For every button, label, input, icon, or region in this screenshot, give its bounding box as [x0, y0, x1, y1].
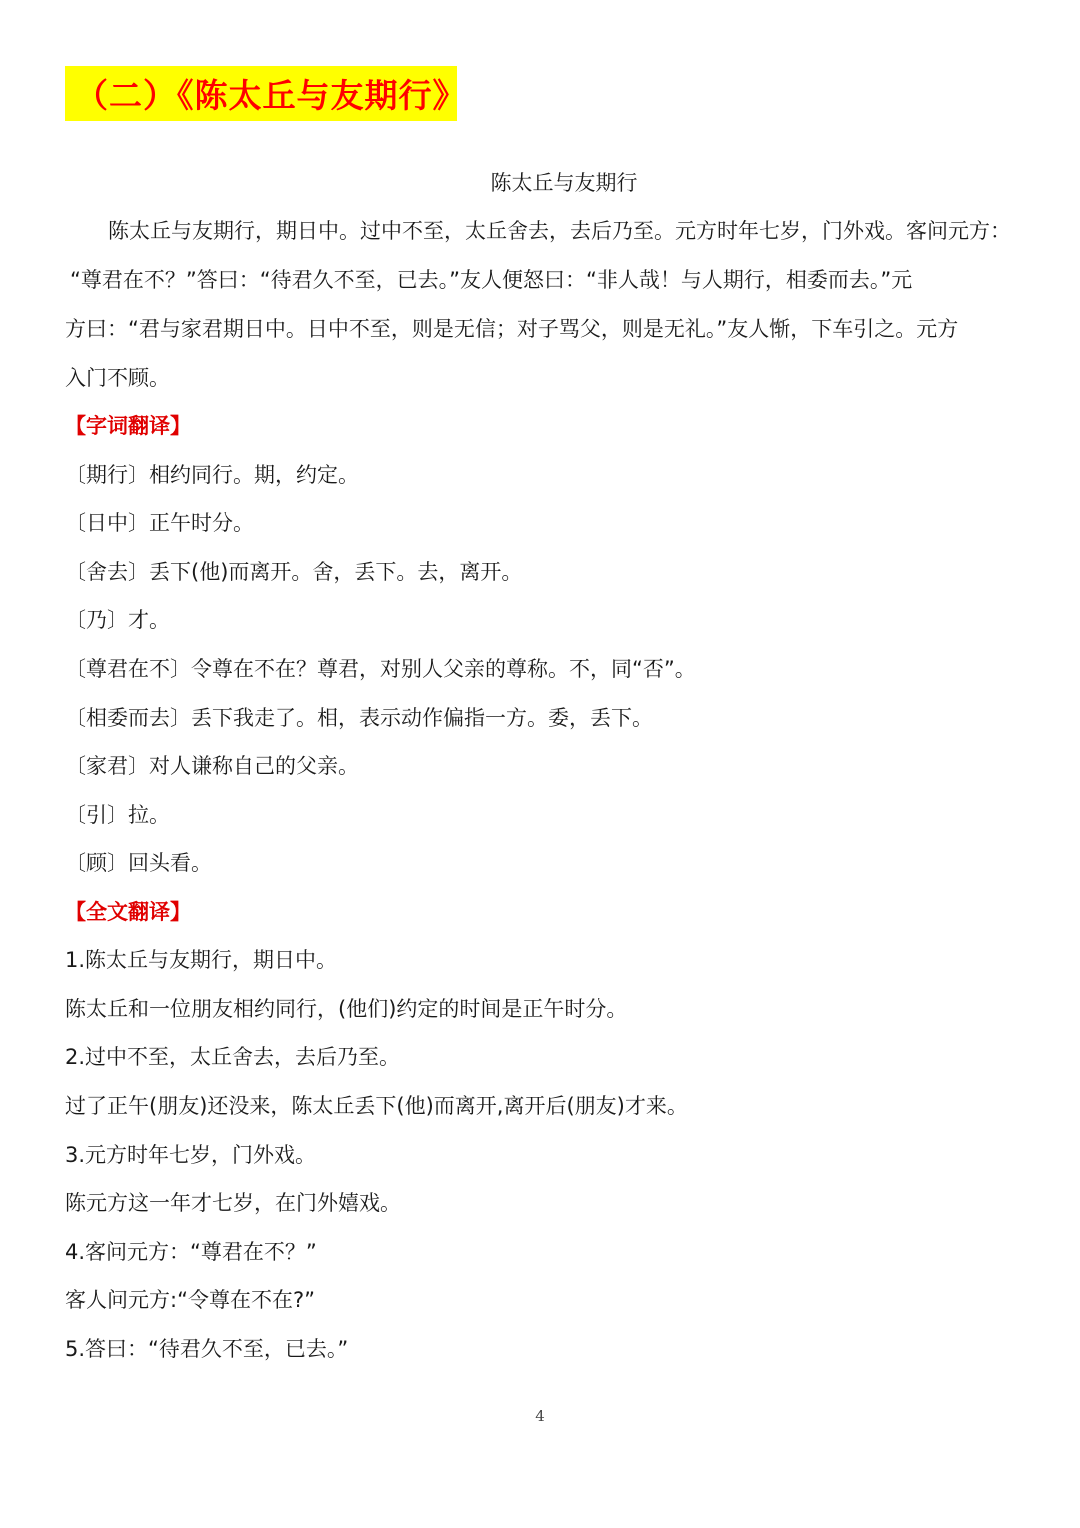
vocab-item: 〔日中〕正午时分。 — [65, 511, 254, 535]
page-number: 4 — [535, 1407, 545, 1425]
passage-line: 方曰：“君与家君期日中。日中不至，则是无信；对子骂父，则是无礼。”友人惭，下车引之。元方 — [65, 317, 959, 341]
passage-line: 陈太丘与友期行，期日中。过中不至，太丘舍去，去后乃至。元方时年七岁，门外戏。客问元方： — [108, 219, 1011, 243]
translation-line: 客人问元方:“令尊在不在?” — [65, 1288, 315, 1312]
vocab-heading: 【字词翻译】 — [65, 414, 191, 438]
vocab-item: 〔舍去〕丢下(他)而离开。舍，丢下。去，离开。 — [65, 560, 523, 584]
passage-title: 陈太丘与友期行 — [490, 171, 638, 195]
translation-line: 陈太丘和一位朋友相约同行，(他们)约定的时间是正午时分。 — [65, 997, 628, 1021]
vocab-item: 〔乃〕才。 — [65, 608, 170, 632]
translation-line: 4.客问元方：“尊君在不？” — [65, 1240, 317, 1264]
vocab-item: 〔相委而去〕丢下我走了。相，表示动作偏指一方。委，丢下。 — [65, 706, 653, 730]
section-heading: （二）《陈太丘与友期行》 — [75, 76, 467, 115]
translation-line: 1.陈太丘与友期行，期日中。 — [65, 948, 338, 972]
passage-line: “尊君在不？”答曰：“待君久不至，已去。”友人便怒曰：“非人哉！与人期行，相委而去。”元 — [70, 268, 913, 292]
translation-line: 2.过中不至，太丘舍去，去后乃至。 — [65, 1045, 401, 1069]
vocab-item: 〔尊君在不〕令尊在不在？尊君，对别人父亲的尊称。不，同“否”。 — [65, 657, 696, 681]
vocab-item: 〔期行〕相约同行。期，约定。 — [65, 463, 359, 487]
translation-heading: 【全文翻译】 — [65, 900, 191, 924]
translation-line: 3.元方时年七岁，门外戏。 — [65, 1143, 317, 1167]
vocab-item: 〔家君〕对人谦称自己的父亲。 — [65, 754, 359, 778]
translation-line: 5.答曰：“待君久不至，已去。” — [65, 1337, 349, 1361]
section-heading-highlight — [65, 66, 467, 121]
translation-line: 过了正午(朋友)还没来，陈太丘丢下(他)而离开,离开后(朋友)才来。 — [65, 1094, 688, 1118]
vocab-item: 〔引〕拉。 — [65, 803, 170, 827]
passage-line: 入门不顾。 — [65, 366, 170, 390]
translation-line: 陈元方这一年才七岁，在门外嬉戏。 — [65, 1191, 401, 1215]
vocab-item: 〔顾〕回头看。 — [65, 851, 212, 875]
